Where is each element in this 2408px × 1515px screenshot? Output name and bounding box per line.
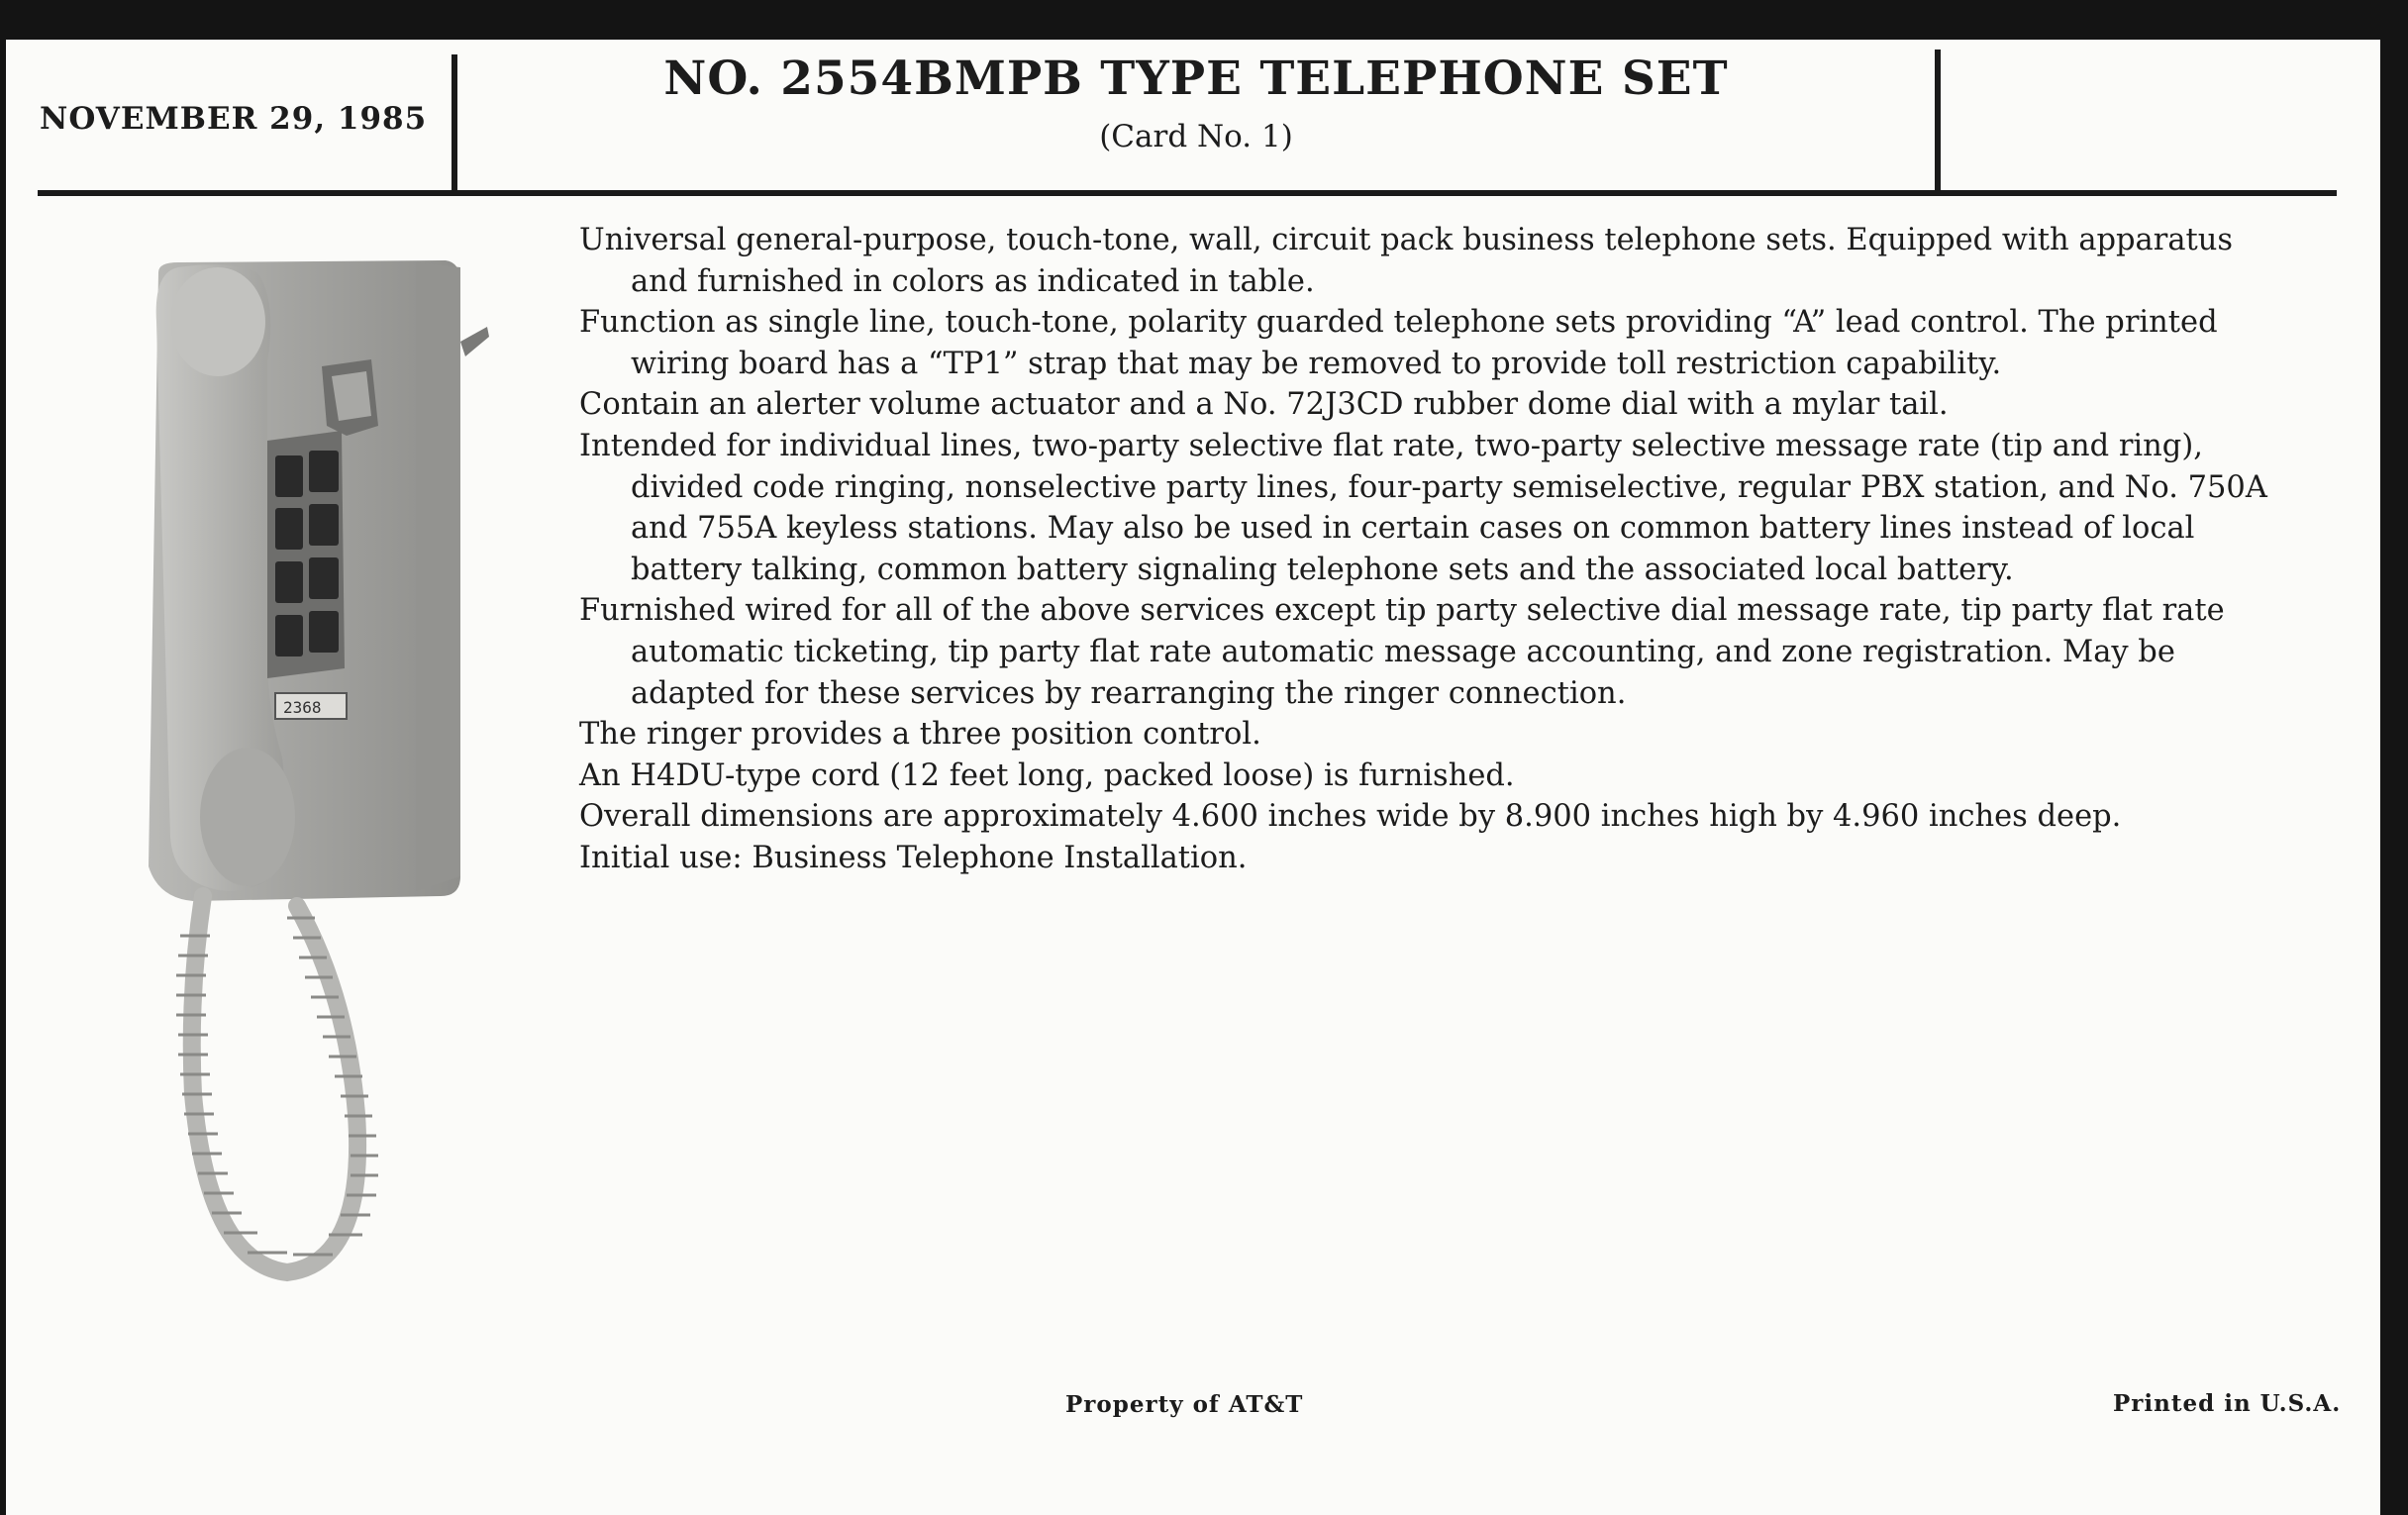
wall-telephone-icon: [119, 243, 515, 1297]
wall-telephone-photo: [119, 243, 515, 1297]
card-subtitle: (Card No. 1): [1099, 119, 1293, 154]
paragraph: Overall dimensions are approximately 4.600 inches wide by 8.900 inches high by 4.960 inches deep.: [579, 799, 2122, 835]
header-rule: [38, 190, 2337, 196]
description-text: [579, 220, 2292, 879]
paragraph: Function as single line, touch-tone, polarity guarded telephone sets providing “A” lead control. The printed wiring board has a “TP1” strap that may be removed to provide toll restriction capability.: [579, 305, 2218, 381]
property-notice: Property of AT&T: [1065, 1391, 1304, 1418]
card-title: NO. 2554BMPB TYPE TELEPHONE SET: [663, 51, 1729, 106]
paragraph: Initial use: Business Telephone Installation.: [579, 840, 1248, 875]
paragraph: Intended for individual lines, two-party selective flat rate, two-party selective message rate (tip and ring), divided code ringing, nonselective party lines, four-party semiselective, regular PBX station, and No. 750A and 755A keyless stations. May also be used in certain cases on common battery lines instead of local battery talking, common battery signaling telephone sets and the associated local battery.: [579, 428, 2267, 587]
number-card: 2368: [283, 698, 322, 717]
paragraph: Furnished wired for all of the above services except tip party selective dial message rate, tip party flat rate automatic ticketing, tip party flat rate automatic message accounting, and zone registration. May be adapted for these services by rearranging the ringer connection.: [579, 593, 2225, 711]
printed-notice: Printed in U.S.A.: [2113, 1390, 2342, 1417]
card-date: NOVEMBER 29, 1985: [40, 101, 428, 137]
paragraph: Universal general-purpose, touch-tone, wall, circuit pack business telephone sets. Equipped with apparatus and furnished in colors as indicated in table.: [579, 223, 2234, 299]
header-divider-right: [1935, 50, 1941, 193]
paragraph: Contain an alerter volume actuator and a No. 72J3CD rubber dome dial with a mylar tail.: [579, 387, 1949, 423]
paragraph: An H4DU-type cord (12 feet long, packed loose) is furnished.: [579, 758, 1515, 793]
paragraph: The ringer provides a three position control.: [579, 717, 1261, 753]
